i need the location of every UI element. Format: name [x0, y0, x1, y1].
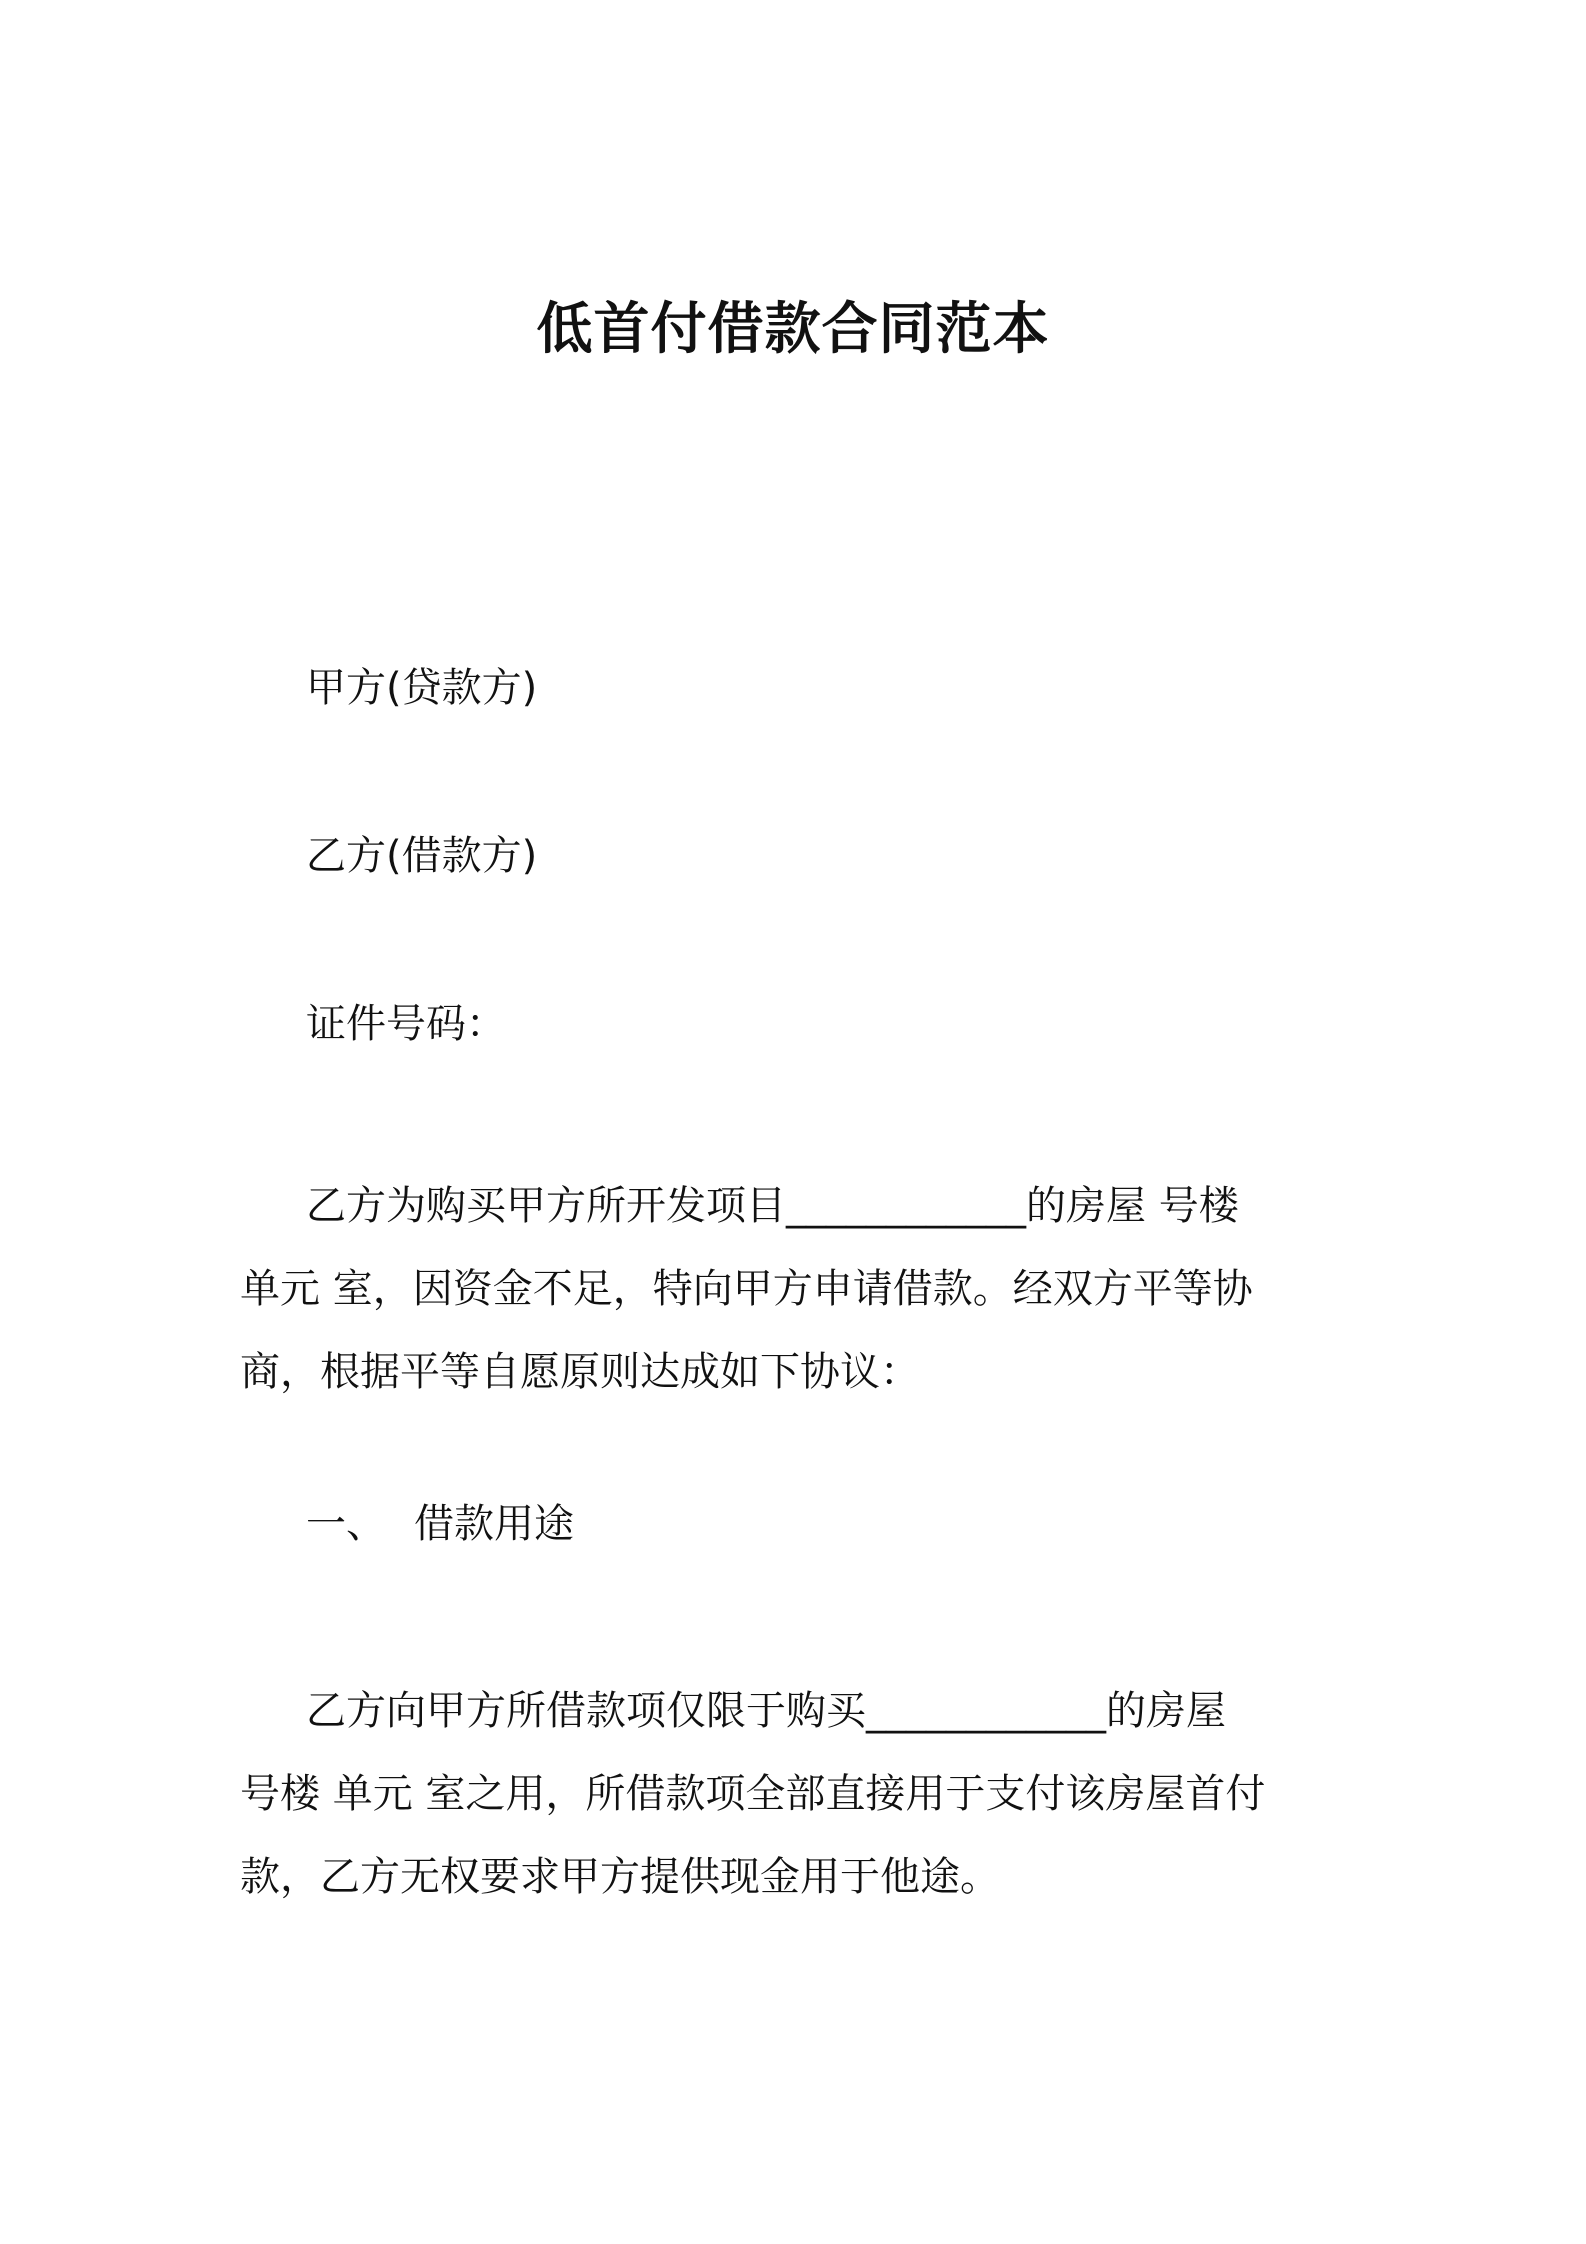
document-title: 低首付借款合同范本: [536, 297, 1050, 362]
section-1-line: 款，乙方无权要求甲方提供现金用于他途。: [240, 1854, 1000, 1900]
intro-line: 单元 室，因资金不足，特向甲方申请借款。经双方平等协: [240, 1266, 1253, 1312]
section-1-title: 借款用途: [414, 1501, 574, 1547]
section-1-line: 乙方向甲方所借款项仅限于购买____________的房屋: [306, 1688, 1226, 1734]
id-number-label: 证件号码：: [306, 1001, 506, 1047]
intro-line: 乙方为购买甲方所开发项目____________的房屋 号楼: [306, 1183, 1239, 1229]
section-1-heading: [306, 1496, 574, 1552]
party-a-label: 甲方(贷款方): [306, 665, 538, 711]
intro-line: 商，根据平等自愿原则达成如下协议：: [240, 1349, 920, 1395]
intro-paragraph: [240, 1165, 1390, 1414]
section-1-line: 号楼 单元 室之用，所借款项全部直接用于支付该房屋首付: [240, 1771, 1266, 1817]
section-1-paragraph: [240, 1670, 1390, 1919]
section-1-number: 一、: [306, 1501, 386, 1547]
party-b-label: 乙方(借款方): [306, 833, 538, 879]
